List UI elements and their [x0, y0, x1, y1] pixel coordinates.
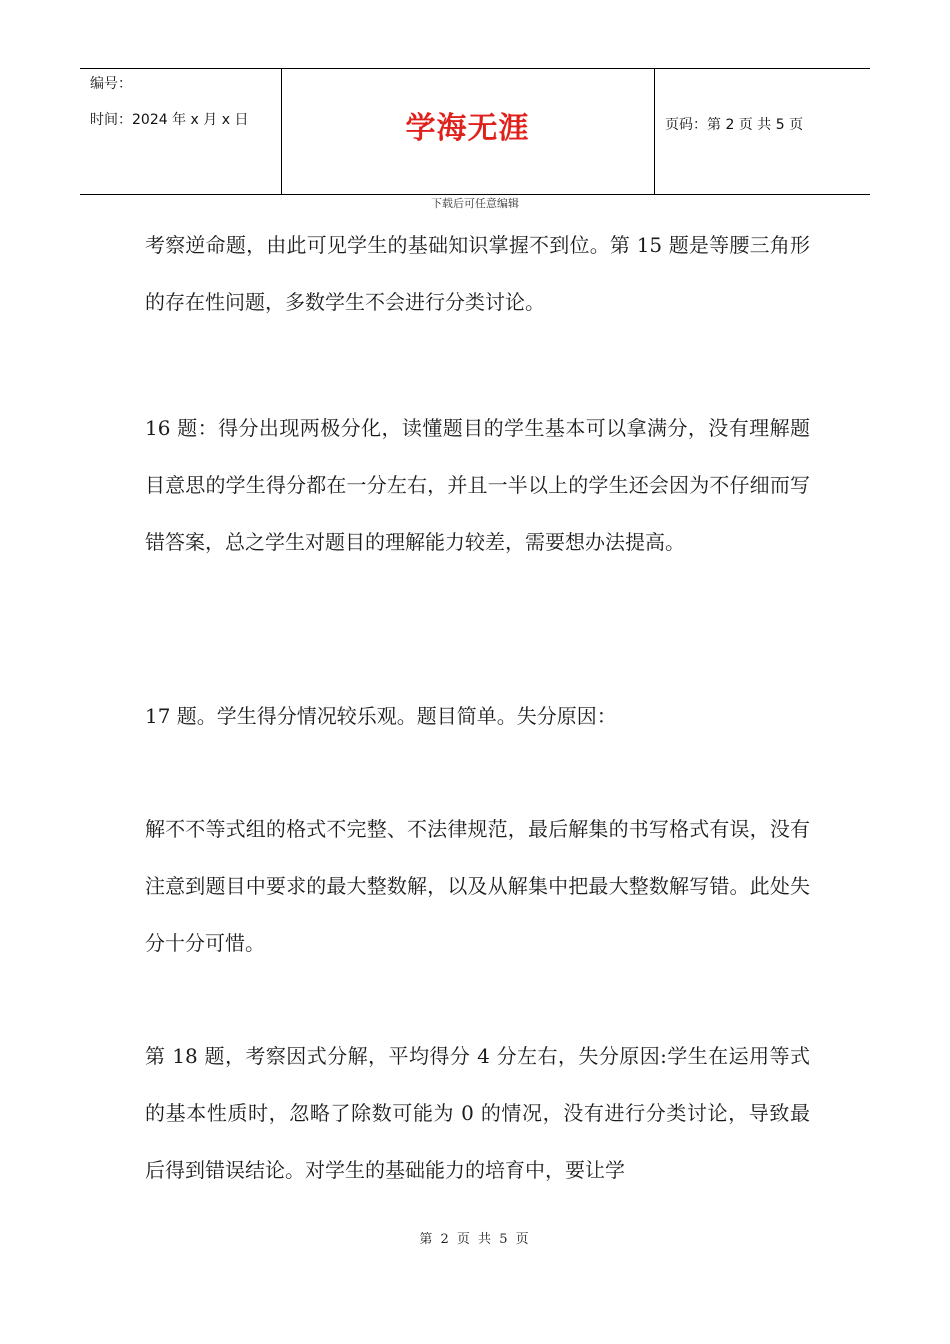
page-footer: 第 2 页 共 5 页: [419, 1232, 531, 1247]
header-right-cell: [655, 69, 870, 194]
page-header: [80, 68, 870, 195]
header-left-cell: [80, 69, 282, 194]
header-page-info: 页码：第 2 页 共 5 页: [665, 117, 804, 133]
paragraph-2: 16 题：得分出现两极分化，读懂题目的学生基本可以拿满分，没有理解题目意思的学生得分都在一分左右，并且一半以上的学生还会因为不仔细而写错答案，总之学生对题目的理解能力较差，需要想办法提高。: [145, 416, 810, 554]
header-middle-cell: [281, 69, 655, 194]
paragraph-3: 17 题。学生得分情况较乐观。题目简单。失分原因：: [145, 704, 617, 728]
download-note: 下载后可任意编辑: [431, 197, 519, 210]
document-time-label: 时间：2024 年 x 月 x 日: [90, 112, 249, 128]
document-number-label: 编号：: [90, 76, 132, 92]
paragraph-1: 考察逆命题，由此可见学生的基础知识掌握不到位。第 15 题是等腰三角形的存在性问题，多数学生不会进行分类讨论。: [145, 233, 810, 314]
brand-title: 学海无涯: [405, 111, 530, 146]
paragraph-5: 第 18 题，考察因式分解，平均得分 4 分左右，失分原因:学生在运用等式的基本性质时，忽略了除数可能为 0 的情况，没有进行分类讨论，导致最后得到错误结论。对学生的基础能力的培育中，要让学: [145, 1044, 810, 1182]
paragraph-4: 解不不等式组的格式不完整、不法律规范，最后解集的书写格式有误，没有注意到题目中要求的最大整数解，以及从解集中把最大整数解写错。此处失分十分可惜。: [145, 817, 810, 955]
